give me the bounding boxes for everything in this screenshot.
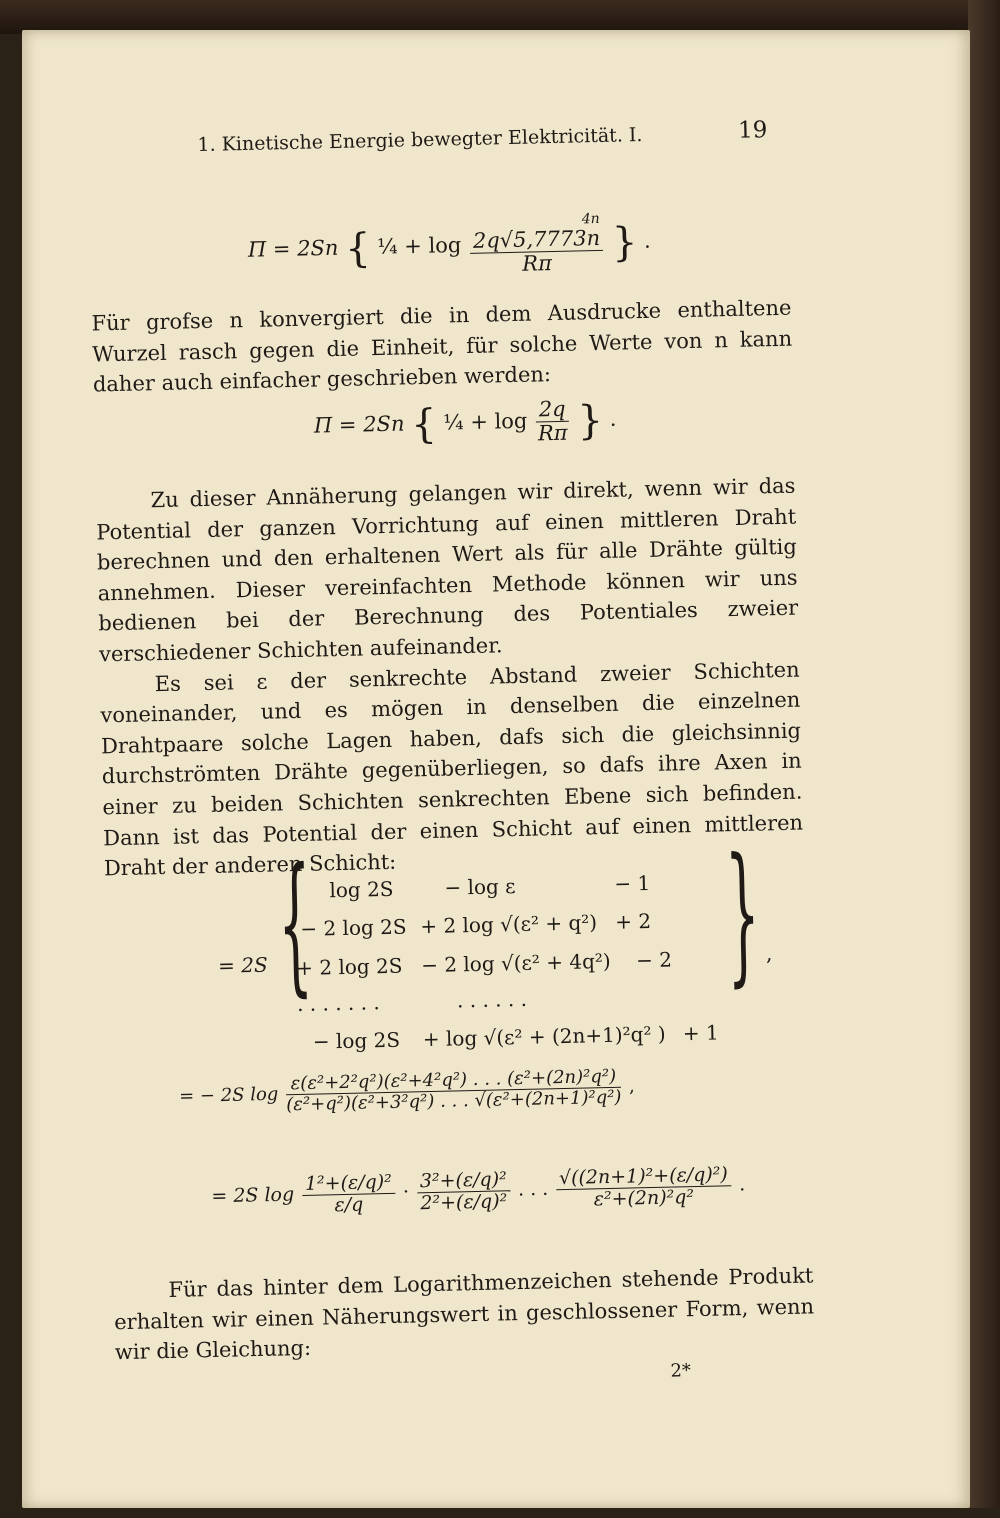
eq2-denominator: Rπ xyxy=(537,420,568,446)
left-brace: { xyxy=(276,836,314,1012)
paragraph-1 xyxy=(91,293,793,401)
eq5-f1-den: ε/q xyxy=(334,1193,364,1217)
m-r2-c0: + 2 log 2S xyxy=(295,953,403,981)
m-r0-c1: − log ε xyxy=(444,874,516,900)
equation-2: Π = 2Sn { ¼ + log $\frac{2q}{R\pi}$ } . xyxy=(313,396,617,448)
m-r1-c0: − 2 log 2S xyxy=(300,914,407,941)
page-number: 19 xyxy=(737,117,768,144)
m-r1-c1: + 2 log √(ε² + q²) xyxy=(420,910,598,939)
eq5-f2-den: 2²+(ε/q)² xyxy=(420,1190,508,1215)
eq4-end: , xyxy=(628,1075,635,1097)
m-r3-c1: . . . . . . xyxy=(456,986,528,1013)
eq4-prefix: = − 2S log xyxy=(178,1083,279,1108)
m-r1-c2: + 2 xyxy=(614,908,652,934)
signature-mark: 2* xyxy=(670,1360,692,1382)
eq2-quarter: ¼ + log xyxy=(442,408,528,435)
eq1-fraction xyxy=(469,212,604,278)
eq2-end: . xyxy=(609,406,617,431)
equation-4 xyxy=(179,1066,635,1117)
eq2-numerator: 2q xyxy=(536,398,569,423)
matrix-prefix: = 2S xyxy=(217,952,268,978)
m-r2-c2: − 2 xyxy=(635,947,673,973)
eq5-prefix: = 2S log xyxy=(211,1183,295,1208)
eq1-end: . xyxy=(643,228,651,253)
eq4-denominator: (ε²+q²)(ε²+3²q²) . . . √(ε²+(2n+1)²q²) xyxy=(286,1086,622,1116)
eq1-exponent: 4n xyxy=(581,210,600,228)
paragraph-2 xyxy=(95,471,804,884)
eq5-end: . xyxy=(738,1173,746,1196)
right-brace: } xyxy=(724,826,762,1002)
eq1-numerator: 2q√5,7773n xyxy=(472,226,601,254)
paragraph-3-text: Es sei ε der senkrechte Abstand zweier Schichten voneinander, und es mögen in denselben die einzelnen Drahtpaare solche Lagen haben, dafs sich die gleichsinnig durchströmten Drähte gegenüberliegen, so dafs ihre Axen in einer zu beiden Schichten senkrechten Ebene sich befinden. Dann ist das Potential der einen Schicht auf einen mittleren Draht der anderen Schicht: xyxy=(100,657,804,881)
m-r4-c0: − log 2S xyxy=(312,1027,401,1054)
book-page xyxy=(22,30,970,1508)
eq1-lhs: Π = 2Sn xyxy=(247,235,339,262)
m-r0-c0: log 2S xyxy=(329,876,394,903)
m-r0-c2: − 1 xyxy=(614,870,651,896)
paragraph-4-text: Für das hinter dem Logarithmenzeichen stehende Produkt erhalten wir einen Näherungswert in geschlossener Form, wenn wir die Gleichung: xyxy=(113,1263,815,1365)
equation-5: = 2S log $\frac{\text{1²+(ε/q)²}}{\varepsilon/q}$ · $\frac{\text{3²+(ε/q)²}}{\text{2²+(ε/q)²}}$ . . . $\frac{\text{√((2n+1)²+(ε/q)²)}}{\text{ε²+(2n)²q²}}$ . xyxy=(211,1163,746,1217)
m-r3-c0: . . . . . . . xyxy=(296,990,380,1017)
eq5-factor-2 xyxy=(417,1169,511,1214)
running-header xyxy=(197,117,768,157)
eq5-factor-3 xyxy=(556,1164,732,1211)
m-r4-c1: + log √(ε² + (2n+1)²q² ) xyxy=(422,1021,666,1052)
eq5-f3-den: ε²+(2n)²q² xyxy=(593,1185,695,1211)
paragraph-2-text: Zu dieser Annäherung gelangen wir direkt, wenn wir das Potential der ganzen Vorrichtung auf einen mittleren Draht berechnen und den erhaltenen Wert als für alle Drähte gültig annehmen. Dieser vereinfachten Methode können wir uns bedienen bei der Berechnung des Potentiales zweier verschiedener Schichten aufeinander. xyxy=(96,473,799,667)
matrix-comma: , xyxy=(765,941,773,966)
eq4-fraction xyxy=(286,1067,622,1115)
m-r2-c1: − 2 log √(ε² + 4q²) xyxy=(420,948,611,978)
m-r4-c2: + 1 xyxy=(682,1020,719,1046)
eq2-lhs: Π = 2Sn xyxy=(313,411,405,438)
eq1-denominator: Rπ xyxy=(521,251,553,277)
eq5-f2-num: 3²+(ε/q)² xyxy=(417,1169,510,1193)
eq2-fraction xyxy=(536,398,570,446)
eq5-f1-num: 1²+(ε/q)² xyxy=(302,1172,395,1196)
paragraph-1-text: Für grofse n konvergiert die in dem Ausdrucke enthaltene Wurzel rasch gegen die Einheit, für solche Werte von n kann daher auch einfacher geschrieben werden: xyxy=(91,295,793,397)
eq5-f3-num: √((2n+1)²+(ε/q)²) xyxy=(556,1164,731,1190)
paragraph-4 xyxy=(113,1260,815,1368)
eq5-dots: . . . xyxy=(517,1177,549,1201)
chapter-title: 1. Kinetische Energie bewegter Elektricität. I. xyxy=(197,123,643,157)
eq4-numerator: ε(ε²+2²q²)(ε²+4²q²) . . . (ε²+(2n)²q²) xyxy=(286,1067,622,1095)
page-content xyxy=(5,19,986,1518)
eq1-quarter: ¼ + log xyxy=(376,232,462,259)
eq5-factor-1 xyxy=(302,1172,396,1217)
equation-1: Π = 2Sn { ¼ + log 4n 2q√5,7773n Rπ } . xyxy=(247,210,651,277)
